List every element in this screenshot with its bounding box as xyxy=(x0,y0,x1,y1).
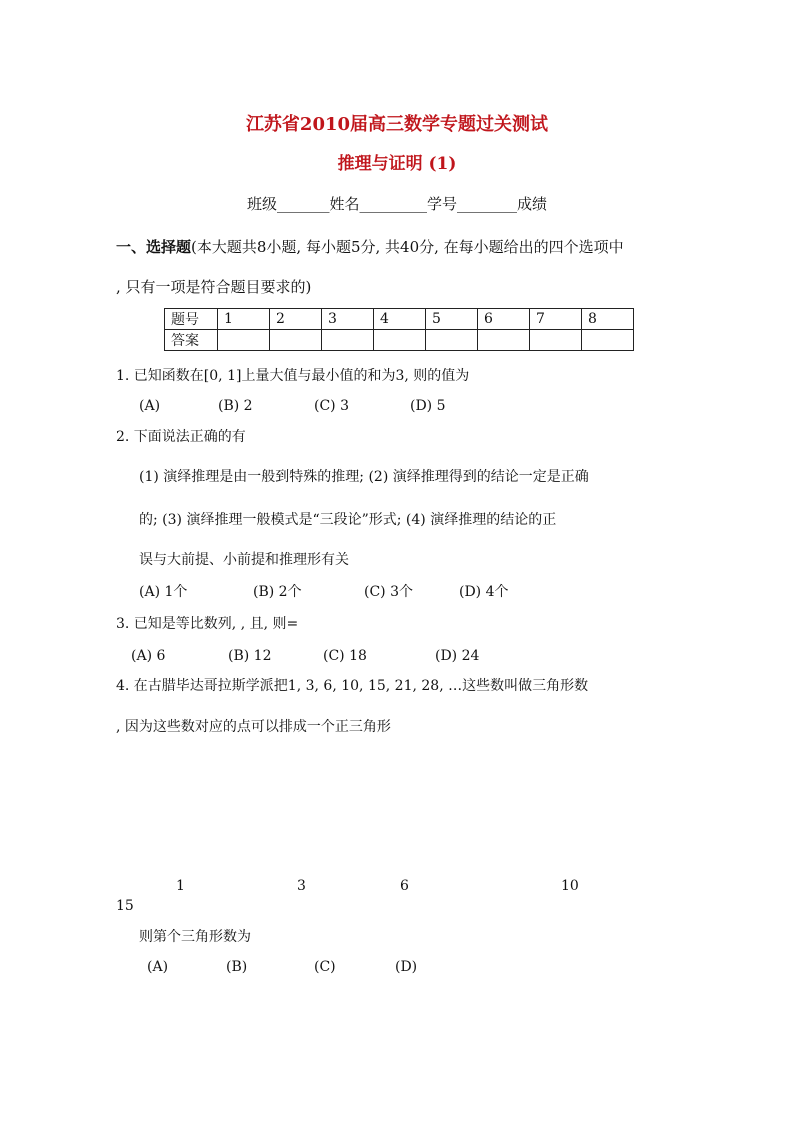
student-info-line xyxy=(0,193,794,214)
triangular-number-label: 15 xyxy=(116,898,134,914)
question-3-text: 3. 已知是等比数列, , 且, 则= xyxy=(116,616,299,632)
question-4-text-continued: , 因为这些数对应的点可以排成一个正三角形 xyxy=(116,719,391,735)
question-2-text: 2. 下面说法正确的有 xyxy=(116,429,246,445)
number-blank[interactable]: ________ xyxy=(457,195,518,213)
answer-cell[interactable] xyxy=(270,330,322,351)
question-number-cell: 3 xyxy=(322,309,374,330)
answer-cell[interactable] xyxy=(218,330,270,351)
question-number-label: 题号 xyxy=(165,309,218,330)
answer-cell[interactable] xyxy=(426,330,478,351)
question-3-option-b: (B) 12 xyxy=(228,648,272,664)
question-1-text: 1. 已知函数在[0, 1]上量大值与最小值的和为3, 则的值为 xyxy=(116,368,470,384)
section-heading: 一、选择题 xyxy=(116,238,192,256)
question-1-option-b: (B) 2 xyxy=(218,398,253,414)
answer-table-header-row xyxy=(165,309,634,330)
question-4-option-a: (A) xyxy=(147,959,169,975)
score-label: 成绩 xyxy=(517,195,548,213)
answer-cell[interactable] xyxy=(374,330,426,351)
name-label: 姓名 xyxy=(329,195,360,213)
triangular-number-label: 6 xyxy=(400,878,409,894)
answer-table-answer-row xyxy=(165,330,634,351)
section-description-continued: , 只有一项是符合题目要求的) xyxy=(116,278,312,296)
question-number-cell: 4 xyxy=(374,309,426,330)
question-4-option-d: (D) xyxy=(395,959,418,975)
question-3-option-c: (C) 18 xyxy=(323,648,367,664)
question-3-option-a: (A) 6 xyxy=(131,648,166,664)
section-heading-line xyxy=(116,236,624,257)
question-number-cell: 5 xyxy=(426,309,478,330)
question-3-option-d: (D) 24 xyxy=(435,648,480,664)
question-4-prompt: 则第个三角形数为 xyxy=(139,929,251,945)
answer-cell[interactable] xyxy=(478,330,530,351)
triangular-number-label: 1 xyxy=(176,878,185,894)
answer-cell[interactable] xyxy=(322,330,374,351)
document-title: 江苏省2010届高三数学专题过关测试 xyxy=(245,114,549,135)
question-2-statement-line: 的; (3) 演绎推理一般模式是“三段论”形式; (4) 演绎推理的结论的正 xyxy=(139,512,557,528)
question-2-option-d: (D) 4个 xyxy=(459,584,509,600)
question-2-option-c: (C) 3个 xyxy=(364,584,413,600)
triangular-number-label: 10 xyxy=(561,878,579,894)
question-number-cell: 2 xyxy=(270,309,322,330)
document-subtitle: 推理与证明 (1) xyxy=(337,154,457,174)
question-number-cell: 8 xyxy=(582,309,634,330)
question-2-statement-line: 误与大前提、小前提和推理形有关 xyxy=(139,552,349,568)
question-1-option-a: (A) xyxy=(139,398,161,414)
question-1-option-d: (D) 5 xyxy=(410,398,446,414)
class-label: 班级 xyxy=(246,195,277,213)
class-blank[interactable]: _______ xyxy=(276,195,330,213)
question-number-cell: 1 xyxy=(218,309,270,330)
answer-label: 答案 xyxy=(165,330,218,351)
answer-table xyxy=(164,308,634,351)
triangular-number-label: 3 xyxy=(297,878,306,894)
question-4-text: 4. 在古腊毕达哥拉斯学派把1, 3, 6, 10, 15, 21, 28, …这些数叫做三角形数 xyxy=(116,678,589,694)
number-label: 学号 xyxy=(427,195,458,213)
name-blank[interactable]: _________ xyxy=(359,195,427,213)
question-2-option-a: (A) 1个 xyxy=(139,584,188,600)
question-4-option-b: (B) xyxy=(226,959,248,975)
answer-cell[interactable] xyxy=(582,330,634,351)
question-2-option-b: (B) 2个 xyxy=(253,584,302,600)
question-4-option-c: (C) xyxy=(314,959,336,975)
question-number-cell: 7 xyxy=(530,309,582,330)
section-description: (本大题共8小题, 每小题5分, 共40分, 在每小题给出的四个选项中 xyxy=(191,238,624,256)
question-number-cell: 6 xyxy=(478,309,530,330)
question-2-statement-line: (1) 演绎推理是由一般到特殊的推理; (2) 演绎推理得到的结论一定是正确 xyxy=(139,469,589,485)
answer-cell[interactable] xyxy=(530,330,582,351)
question-1-option-c: (C) 3 xyxy=(314,398,349,414)
